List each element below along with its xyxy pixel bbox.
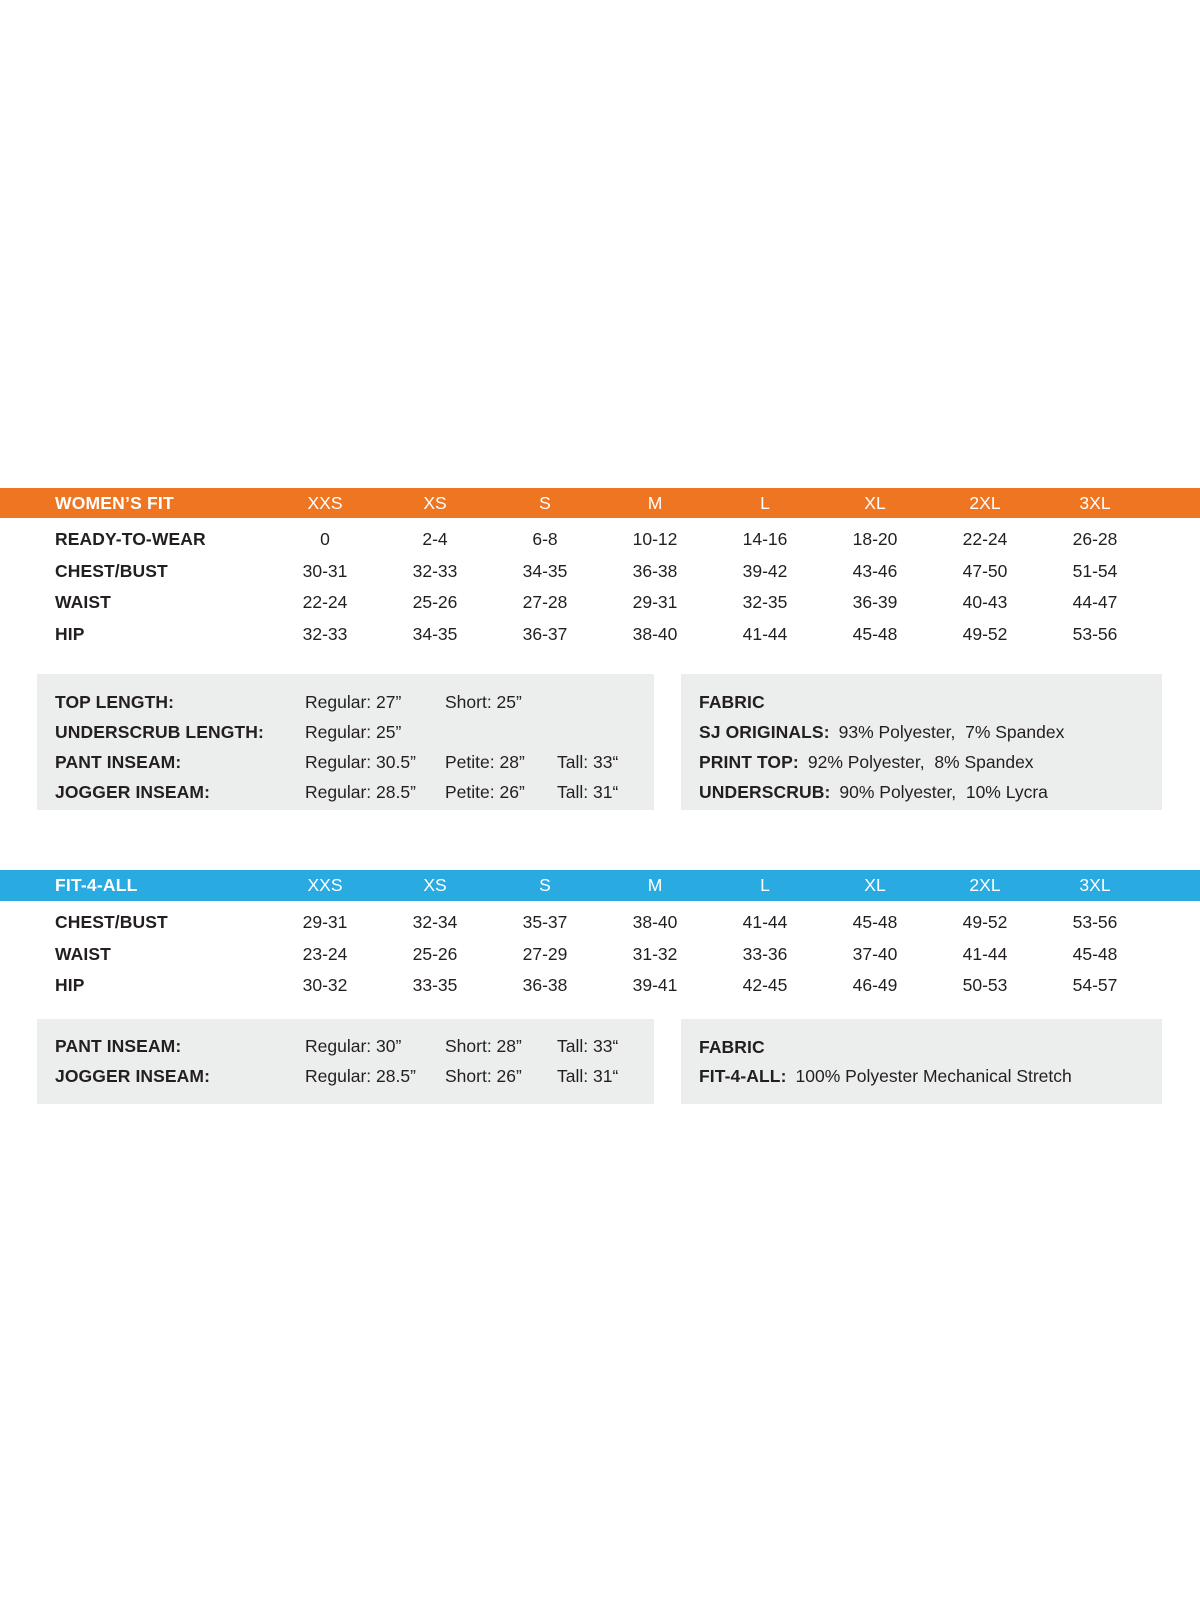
table-cell: 26-28 (1072, 529, 1118, 550)
table-cell: 42-45 (742, 975, 788, 996)
size-col-header-m: M (647, 875, 663, 895)
womens-fabric-box (681, 674, 1162, 810)
table-cell: 49-52 (962, 623, 1008, 644)
length-value: Regular: 25” (305, 721, 402, 742)
length-row-pant-inseam (55, 747, 654, 777)
fabric-value: 92% Polyester, 8% Spandex (807, 751, 1034, 772)
size-col-header-xs: XS (423, 875, 447, 895)
fabric-row-print-top (699, 747, 1162, 777)
table-cell: 41-44 (962, 943, 1008, 964)
table-cell: 10-12 (632, 529, 678, 550)
row-label: CHEST/BUST (55, 912, 168, 933)
table-cell: 18-20 (852, 529, 898, 550)
length-label: JOGGER INSEAM: (55, 1066, 211, 1086)
table-cell: 39-41 (632, 975, 678, 996)
fabric-value: 93% Polyester, 7% Spandex (838, 721, 1065, 742)
length-value: Petite: 26” (445, 781, 525, 802)
table-cell: 45-48 (1072, 943, 1118, 964)
table-row-chest-bust (0, 556, 1200, 588)
womens-fit-title: WOMEN’S FIT (55, 492, 174, 513)
table-cell: 35-37 (522, 912, 568, 933)
fit-4-all-info-boxes (37, 1019, 1200, 1104)
table-row-ready-to-wear (0, 524, 1200, 556)
table-cell: 54-57 (1072, 975, 1118, 996)
row-label: WAIST (55, 592, 111, 613)
table-cell: 46-49 (852, 975, 898, 996)
table-row-chest-bust (0, 907, 1200, 939)
table-cell: 38-40 (632, 623, 678, 644)
womens-lengths-box (37, 674, 654, 810)
table-cell: 27-28 (522, 592, 568, 613)
fabric-title: FABRIC (699, 692, 765, 712)
table-cell: 36-39 (852, 592, 898, 613)
size-col-header-xl: XL (864, 875, 886, 895)
table-row-hip (0, 970, 1200, 1002)
size-col-header-s: S (539, 875, 551, 895)
length-label: PANT INSEAM: (55, 1036, 182, 1056)
table-cell: 32-35 (742, 592, 788, 613)
table-cell: 31-32 (632, 943, 678, 964)
size-col-header-xxs: XXS (307, 492, 343, 513)
table-cell: 38-40 (632, 912, 678, 933)
length-value: Regular: 28.5” (305, 1066, 416, 1086)
length-value: Short: 25” (445, 691, 522, 712)
length-value: Tall: 33“ (557, 1036, 619, 1056)
table-cell: 32-34 (412, 912, 458, 933)
row-label: HIP (55, 623, 85, 644)
fabric-row-sj-originals (699, 717, 1162, 747)
table-cell: 36-38 (632, 560, 678, 581)
length-value: Tall: 31“ (557, 1066, 619, 1086)
table-cell: 33-36 (742, 943, 788, 964)
table-cell: 44-47 (1072, 592, 1118, 613)
table-cell: 25-26 (412, 943, 458, 964)
fabric-value: 100% Polyester Mechanical Stretch (795, 1066, 1072, 1086)
length-value: Regular: 30.5” (305, 751, 416, 772)
table-cell: 32-33 (302, 623, 348, 644)
table-cell: 39-42 (742, 560, 788, 581)
table-cell: 47-50 (962, 560, 1008, 581)
table-cell: 45-48 (852, 912, 898, 933)
table-cell: 14-16 (742, 529, 788, 550)
table-cell: 53-56 (1072, 912, 1118, 933)
table-cell: 30-32 (302, 975, 348, 996)
table-cell: 25-26 (412, 592, 458, 613)
womens-fit-table (0, 518, 1200, 650)
length-value: Regular: 30” (305, 1036, 402, 1056)
table-cell: 29-31 (632, 592, 678, 613)
length-label: PANT INSEAM: (55, 751, 182, 772)
table-cell: 32-33 (412, 560, 458, 581)
womens-fit-section (0, 488, 1200, 810)
table-cell: 41-44 (742, 912, 788, 933)
length-row-top-length (55, 687, 654, 717)
fabric-row-underscrub (699, 777, 1162, 807)
table-cell: 36-38 (522, 975, 568, 996)
size-col-header-l: L (760, 492, 770, 513)
row-label: READY-TO-WEAR (55, 529, 206, 550)
fabric-label: FIT-4-ALL: (699, 1066, 787, 1086)
table-row-waist (0, 587, 1200, 619)
table-row-hip (0, 619, 1200, 651)
length-value: Tall: 31“ (557, 781, 619, 802)
row-label: WAIST (55, 943, 111, 964)
fabric-title: FABRIC (699, 1036, 765, 1057)
size-col-header-3xl: 3XL (1079, 875, 1111, 895)
table-cell: 0 (320, 529, 330, 550)
size-col-header-xs: XS (423, 492, 447, 513)
table-cell: 23-24 (302, 943, 348, 964)
size-col-header-2xl: 2XL (969, 492, 1001, 513)
fit-4-all-title: FIT-4-ALL (55, 875, 138, 895)
table-cell: 6-8 (532, 529, 558, 550)
table-cell: 2-4 (422, 529, 448, 550)
table-cell: 27-29 (522, 943, 568, 964)
fit-4-all-fabric-box (681, 1019, 1162, 1104)
size-col-header-s: S (539, 492, 551, 513)
table-cell: 22-24 (302, 592, 348, 613)
table-cell: 36-37 (522, 623, 568, 644)
table-cell: 40-43 (962, 592, 1008, 613)
table-cell: 41-44 (742, 623, 788, 644)
table-cell: 30-31 (302, 560, 348, 581)
length-value: Petite: 28” (445, 751, 525, 772)
fabric-value: 90% Polyester, 10% Lycra (839, 781, 1048, 802)
length-value: Short: 28” (445, 1036, 522, 1056)
fit-4-all-table (0, 901, 1200, 1002)
size-col-header-m: M (647, 492, 663, 513)
table-cell: 34-35 (412, 623, 458, 644)
size-col-header-3xl: 3XL (1079, 492, 1111, 513)
table-row-waist (0, 939, 1200, 971)
table-cell: 49-52 (962, 912, 1008, 933)
length-row-underscrub-length (55, 717, 654, 747)
table-cell: 53-56 (1072, 623, 1118, 644)
fabric-label: SJ ORIGINALS: (699, 721, 830, 742)
fabric-label: UNDERSCRUB: (699, 781, 831, 802)
length-value: Regular: 28.5” (305, 781, 416, 802)
length-label: JOGGER INSEAM: (55, 781, 211, 802)
length-row-jogger-inseam (55, 777, 654, 807)
size-col-header-xxs: XXS (307, 875, 343, 895)
fit-4-all-lengths-box (37, 1019, 654, 1104)
row-label: CHEST/BUST (55, 560, 168, 581)
table-cell: 37-40 (852, 943, 898, 964)
womens-fit-header-band (0, 488, 1200, 518)
length-label: TOP LENGTH: (55, 691, 175, 712)
fabric-label: PRINT TOP: (699, 751, 799, 772)
size-col-header-xl: XL (864, 492, 886, 513)
top-whitespace (0, 0, 1200, 488)
table-cell: 45-48 (852, 623, 898, 644)
fit-4-all-section (0, 870, 1200, 1104)
table-cell: 34-35 (522, 560, 568, 581)
womens-info-boxes (37, 674, 1200, 810)
size-col-header-l: L (760, 875, 770, 895)
length-value: Short: 26” (445, 1066, 522, 1086)
table-cell: 33-35 (412, 975, 458, 996)
row-label: HIP (55, 975, 85, 996)
table-cell: 29-31 (302, 912, 348, 933)
length-row-pant-inseam (55, 1032, 654, 1062)
table-cell: 50-53 (962, 975, 1008, 996)
size-col-header-2xl: 2XL (969, 875, 1001, 895)
length-label: UNDERSCRUB LENGTH: (55, 721, 264, 742)
table-cell: 51-54 (1072, 560, 1118, 581)
fabric-row-fit-4-all (699, 1062, 1162, 1092)
fit-4-all-header-band (0, 870, 1200, 901)
length-row-jogger-inseam (55, 1062, 654, 1092)
length-value: Regular: 27” (305, 691, 402, 712)
length-value: Tall: 33“ (557, 751, 619, 772)
table-cell: 43-46 (852, 560, 898, 581)
table-cell: 22-24 (962, 529, 1008, 550)
